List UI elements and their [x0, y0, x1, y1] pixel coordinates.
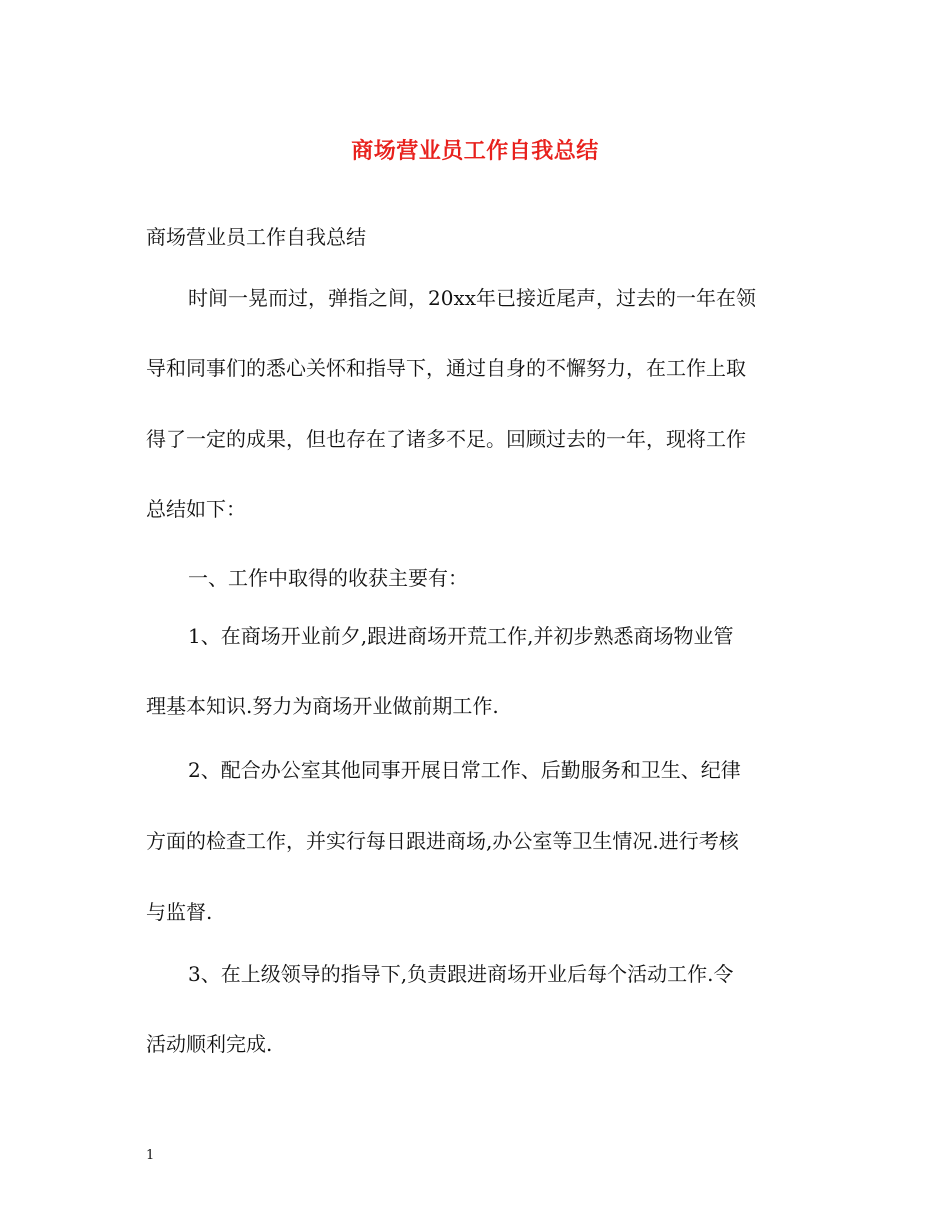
paragraph-line: 得了一定的成果，但也存在了诸多不足。回顾过去的一年，现将工作	[146, 427, 746, 451]
list-item-line: 理基本知识.努力为商场开业做前期工作.	[146, 694, 499, 718]
section-heading: 一、工作中取得的收获主要有：	[188, 566, 468, 590]
list-item-line: 活动顺利完成.	[146, 1032, 273, 1056]
paragraph-line: 导和同事们的悉心关怀和指导下，通过自身的不懈努力，在工作上取	[146, 356, 746, 380]
document-title: 商场营业员工作自我总结	[351, 138, 599, 164]
page-number: 1	[146, 1148, 155, 1163]
document-subtitle: 商场营业员工作自我总结	[146, 225, 366, 249]
list-item-line: 与监督.	[146, 900, 213, 924]
paragraph-line: 总结如下：	[146, 497, 246, 521]
list-item-line: 3、在上级领导的指导下,负责跟进商场开业后每个活动工作.令	[188, 962, 734, 986]
list-item-line: 方面的检查工作，并实行每日跟进商场,办公室等卫生情况.进行考核	[146, 829, 739, 853]
paragraph-line: 时间一晃而过，弹指之间，20xx年已接近尾声，过去的一年在领	[188, 286, 757, 310]
list-item-line: 1、在商场开业前夕,跟进商场开荒工作,并初步熟悉商场物业管	[188, 624, 734, 648]
list-item-line: 2、配合办公室其他同事开展日常工作、后勤服务和卫生、纪律	[188, 758, 741, 782]
